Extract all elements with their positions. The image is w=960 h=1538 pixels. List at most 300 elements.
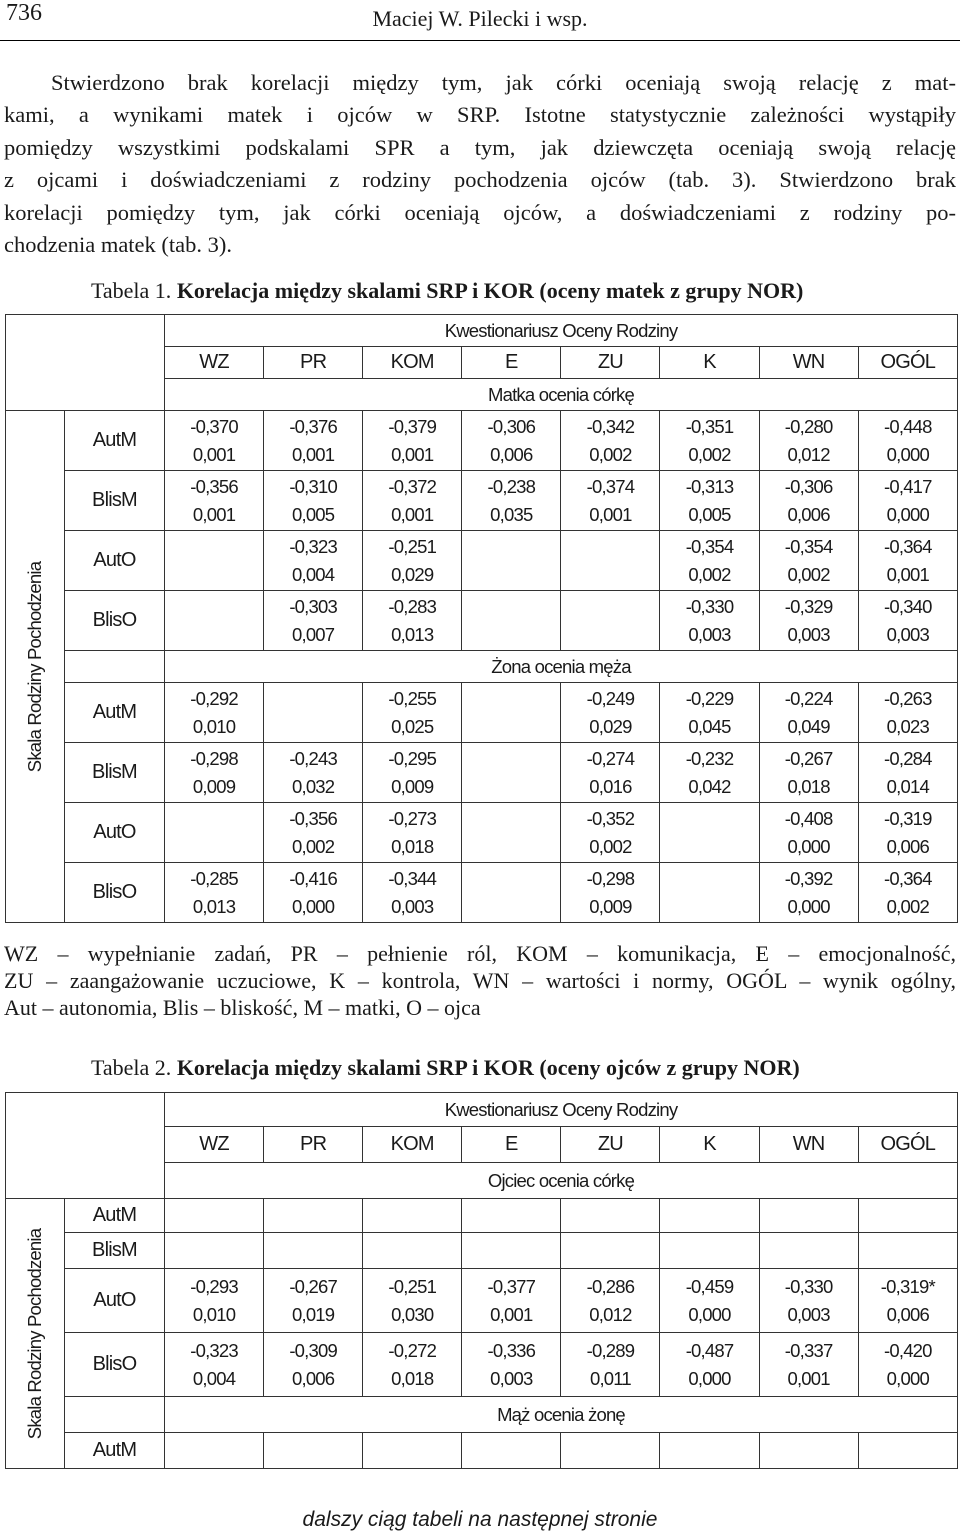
data-cell [462, 1269, 561, 1333]
data-cell [462, 863, 561, 923]
correlation-value: -0,354 [784, 535, 833, 557]
correlation-value: -0,417 [884, 475, 932, 497]
p-value: 0,004 [291, 563, 335, 585]
data-cell [264, 1433, 363, 1469]
data-cell [264, 1269, 363, 1333]
correlation-value: -0,342 [586, 415, 635, 437]
data-cell [759, 411, 858, 471]
data-cell [165, 683, 264, 743]
paragraph-line: Stwierdzono brak korelacji między tym, jak córki oceniają swoją relację z mat- [51, 70, 956, 95]
row-label: BlisO [64, 863, 164, 923]
correlation-value: -0,306 [784, 475, 833, 497]
correlation-value: -0,392 [784, 867, 833, 889]
p-value: 0,000 [787, 835, 830, 857]
p-value: 0,014 [886, 775, 929, 797]
data-cell [363, 743, 462, 803]
correlation-value: -0,274 [586, 747, 635, 769]
group-header: Kwestionariusz Oceny Rodziny [165, 315, 958, 347]
legend-line: Aut – autonomia, Blis – bliskość, M – matki, O – ojca [4, 995, 481, 1020]
row-label: BlisO [64, 1333, 164, 1397]
data-cell [660, 1433, 759, 1469]
correlation-value: -0,448 [884, 415, 932, 437]
p-value: 0,002 [886, 895, 929, 917]
p-value: 0,006 [787, 503, 830, 525]
correlation-value: -0,280 [784, 415, 833, 437]
section-title: Ojciec ocenia córkę [165, 1163, 958, 1199]
correlation-value: -0,229 [685, 687, 734, 709]
data-cell [858, 863, 957, 923]
data-cell [165, 1233, 264, 1269]
data-cell [264, 743, 363, 803]
continuation-note: dalszy ciąg tabeli na następnej stronie [302, 1508, 658, 1531]
data-cell [462, 531, 561, 591]
data-cell [759, 1433, 858, 1469]
p-value: 0,002 [688, 443, 731, 465]
p-value: 0,006 [291, 1367, 335, 1389]
row-label: AutM [64, 411, 164, 471]
data-cell [462, 591, 561, 651]
data-cell [660, 1199, 759, 1233]
data-cell [363, 863, 462, 923]
p-value: 0,002 [787, 563, 830, 585]
correlation-value: -0,340 [884, 595, 932, 617]
column-header: ZU [561, 347, 660, 379]
correlation-value: -0,289 [586, 1339, 635, 1361]
data-cell [165, 863, 264, 923]
data-cell [363, 471, 462, 531]
data-cell [462, 743, 561, 803]
side-label: Skala Rodziny Pochodzenia [23, 1228, 45, 1439]
data-cell [759, 1269, 858, 1333]
data-cell [363, 1233, 462, 1269]
correlation-value: -0,267 [289, 1275, 337, 1297]
data-cell [858, 411, 957, 471]
correlation-value: -0,255 [388, 687, 437, 709]
data-cell [264, 591, 363, 651]
data-cell [363, 531, 462, 591]
p-value: 0,001 [291, 443, 335, 465]
correlation-value: -0,295 [388, 747, 437, 769]
correlation-value: -0,286 [586, 1275, 635, 1297]
data-cell [759, 863, 858, 923]
p-value: 0,001 [589, 503, 632, 525]
data-cell [759, 683, 858, 743]
p-value: 0,000 [886, 443, 929, 465]
row-label: AutM [64, 1199, 164, 1233]
row-label: AutO [64, 803, 164, 863]
group-header: Kwestionariusz Oceny Rodziny [165, 1093, 958, 1127]
correlation-value: -0,309 [289, 1339, 337, 1361]
data-cell [363, 1333, 462, 1397]
p-value: 0,030 [391, 1303, 434, 1325]
data-cell [660, 803, 759, 863]
row-label: AutO [64, 531, 164, 591]
data-cell [363, 683, 462, 743]
p-value: 0,029 [589, 715, 632, 737]
p-value: 0,009 [391, 775, 434, 797]
data-cell [264, 531, 363, 591]
p-value: 0,003 [886, 623, 929, 645]
p-value: 0,045 [688, 715, 731, 737]
data-cell [165, 471, 264, 531]
row-label: AutO [64, 1269, 164, 1333]
data-cell [561, 1333, 660, 1397]
running-title: Maciej W. Pilecki i wsp. [372, 6, 588, 31]
p-value: 0,000 [886, 1367, 929, 1389]
p-value: 0,000 [886, 503, 929, 525]
p-value: 0,019 [291, 1303, 335, 1325]
p-value: 0,002 [589, 443, 632, 465]
row-label: BlisM [64, 743, 164, 803]
paragraph-line: chodzenia matek (tab. 3). [4, 232, 233, 258]
correlation-value: -0,313 [685, 475, 734, 497]
correlation-value: -0,330 [685, 595, 734, 617]
data-cell [660, 1233, 759, 1269]
side-label-cell [6, 411, 65, 923]
section-title: Mąż ocenia żonę [165, 1397, 958, 1433]
data-cell [165, 1333, 264, 1397]
data-cell [462, 1199, 561, 1233]
side-label-cell [6, 1199, 65, 1469]
data-cell [165, 531, 264, 591]
correlation-value: -0,298 [190, 747, 238, 769]
correlation-value: -0,284 [884, 747, 932, 769]
data-cell [462, 683, 561, 743]
page-header [0, 0, 960, 41]
data-cell [660, 863, 759, 923]
table1 [5, 314, 958, 923]
data-cell [363, 1269, 462, 1333]
correlation-value: -0,251 [388, 1275, 437, 1297]
correlation-value: -0,249 [586, 687, 635, 709]
data-cell [363, 803, 462, 863]
correlation-value: -0,238 [487, 475, 536, 497]
p-value: 0,032 [291, 775, 335, 797]
data-cell [759, 803, 858, 863]
column-header: KOM [363, 1127, 462, 1163]
column-header: OGÓL [858, 347, 957, 379]
data-cell [363, 591, 462, 651]
table2-caption-title: Korelacja między skalami SRP i KOR (oceny ojców z grupy NOR) [176, 1055, 800, 1080]
data-cell [561, 411, 660, 471]
correlation-value: -0,356 [289, 807, 337, 829]
correlation-value: -0,263 [884, 687, 932, 709]
data-cell [165, 591, 264, 651]
scale-blank-cell [64, 651, 164, 683]
data-cell [165, 1269, 264, 1333]
data-cell [165, 1433, 264, 1469]
data-cell [759, 591, 858, 651]
correlation-value: -0,329 [784, 595, 833, 617]
data-cell [660, 411, 759, 471]
column-header: PR [264, 347, 363, 379]
body-paragraph [4, 67, 956, 261]
table2 [5, 1092, 958, 1469]
data-cell [561, 1269, 660, 1333]
correlation-value: -0,377 [487, 1275, 536, 1297]
column-header: OGÓL [858, 1127, 957, 1163]
side-label: Skala Rodziny Pochodzenia [23, 561, 45, 772]
correlation-value: -0,272 [388, 1339, 437, 1361]
correlation-value: -0,319* [880, 1275, 935, 1297]
p-value: 0,012 [589, 1303, 632, 1325]
table1-caption-prefix: Tabela 1. [91, 278, 177, 303]
p-value: 0,004 [192, 1367, 236, 1389]
p-value: 0,023 [886, 715, 929, 737]
row-label: BlisO [64, 591, 164, 651]
correlation-value: -0,487 [685, 1339, 734, 1361]
data-cell [561, 591, 660, 651]
p-value: 0,006 [886, 1303, 929, 1325]
p-value: 0,000 [787, 895, 830, 917]
data-cell [165, 803, 264, 863]
column-header: PR [264, 1127, 363, 1163]
data-cell [858, 803, 957, 863]
data-cell [759, 531, 858, 591]
table1-caption [91, 278, 803, 304]
data-cell [165, 743, 264, 803]
data-cell [264, 863, 363, 923]
data-cell [165, 1199, 264, 1233]
p-value: 0,001 [886, 563, 929, 585]
data-cell [462, 471, 561, 531]
column-header: K [660, 1127, 759, 1163]
p-value: 0,005 [688, 503, 731, 525]
p-value: 0,006 [886, 835, 929, 857]
p-value: 0,018 [787, 775, 830, 797]
p-value: 0,010 [192, 1303, 236, 1325]
data-cell [561, 743, 660, 803]
section-title: Matka ocenia córkę [165, 379, 958, 411]
column-header: K [660, 347, 759, 379]
correlation-value: -0,298 [586, 867, 635, 889]
data-cell [660, 471, 759, 531]
data-cell [561, 531, 660, 591]
correlation-value: -0,370 [190, 415, 238, 437]
correlation-value: -0,224 [784, 687, 833, 709]
correlation-value: -0,372 [388, 475, 437, 497]
correlation-value: -0,285 [190, 867, 238, 889]
p-value: 0,042 [688, 775, 731, 797]
data-cell [462, 803, 561, 863]
row-label: AutM [64, 1433, 164, 1469]
row-label: BlisM [64, 1233, 164, 1269]
p-value: 0,006 [490, 443, 533, 465]
column-header: E [462, 347, 561, 379]
p-value: 0,002 [688, 563, 731, 585]
data-cell [561, 1199, 660, 1233]
corner-cell [6, 315, 165, 411]
data-cell [363, 411, 462, 471]
correlation-value: -0,351 [685, 415, 734, 437]
p-value: 0,002 [589, 835, 632, 857]
p-value: 0,018 [391, 835, 434, 857]
data-cell [858, 1233, 957, 1269]
data-cell [165, 411, 264, 471]
correlation-value: -0,376 [289, 415, 337, 437]
data-cell [858, 1269, 957, 1333]
data-cell [858, 743, 957, 803]
data-cell [759, 1233, 858, 1269]
data-cell [561, 683, 660, 743]
p-value: 0,000 [688, 1303, 731, 1325]
table2-caption [91, 1055, 800, 1081]
data-cell [462, 1433, 561, 1469]
correlation-value: -0,336 [487, 1339, 536, 1361]
data-cell [561, 863, 660, 923]
p-value: 0,001 [391, 443, 434, 465]
correlation-value: -0,352 [586, 807, 635, 829]
correlation-value: -0,408 [784, 807, 833, 829]
data-cell [462, 1333, 561, 1397]
correlation-value: -0,344 [388, 867, 437, 889]
correlation-value: -0,251 [388, 535, 437, 557]
p-value: 0,003 [490, 1367, 533, 1389]
p-value: 0,018 [391, 1367, 434, 1389]
p-value: 0,000 [291, 895, 335, 917]
p-value: 0,001 [391, 503, 434, 525]
correlation-value: -0,283 [388, 595, 437, 617]
correlation-value: -0,319 [884, 807, 932, 829]
data-cell [660, 1269, 759, 1333]
column-header: KOM [363, 347, 462, 379]
p-value: 0,025 [391, 715, 434, 737]
data-cell [264, 411, 363, 471]
p-value: 0,001 [192, 503, 236, 525]
p-value: 0,009 [192, 775, 236, 797]
column-header: WZ [165, 347, 264, 379]
paragraph-line: korelacji pomiędzy tym, jak córki oceniają ojców, a doświadczeniami z rodziny po- [4, 199, 956, 225]
data-cell [264, 803, 363, 863]
correlation-value: -0,459 [685, 1275, 734, 1297]
p-value: 0,016 [589, 775, 632, 797]
data-cell [660, 531, 759, 591]
p-value: 0,003 [787, 623, 830, 645]
correlation-value: -0,420 [884, 1339, 932, 1361]
page-number: 736 [6, 0, 42, 26]
paragraph-line: kami, a wynikami matek i ojców w SRP. Istotne statystycznie zależności wystąpiły [4, 102, 956, 128]
data-cell [363, 1433, 462, 1469]
column-header: E [462, 1127, 561, 1163]
column-header: WZ [165, 1127, 264, 1163]
data-cell [858, 591, 957, 651]
data-cell [264, 471, 363, 531]
column-header: WN [759, 347, 858, 379]
p-value: 0,000 [688, 1367, 731, 1389]
p-value: 0,035 [490, 503, 533, 525]
data-cell [660, 1333, 759, 1397]
legend-line: ZU – zaangażowanie uczuciowe, K – kontrola, WN – wartości i normy, OGÓL – wynik ogólny, [4, 968, 956, 993]
correlation-value: -0,374 [586, 475, 635, 497]
p-value: 0,003 [688, 623, 731, 645]
p-value: 0,012 [787, 443, 830, 465]
p-value: 0,005 [291, 503, 335, 525]
correlation-value: -0,267 [784, 747, 833, 769]
data-cell [858, 1333, 957, 1397]
p-value: 0,029 [391, 563, 434, 585]
correlation-value: -0,364 [884, 867, 932, 889]
correlation-value: -0,337 [784, 1339, 833, 1361]
correlation-value: -0,232 [685, 747, 734, 769]
data-cell [264, 683, 363, 743]
p-value: 0,001 [490, 1303, 533, 1325]
correlation-value: -0,243 [289, 747, 337, 769]
p-value: 0,010 [192, 715, 236, 737]
correlation-value: -0,364 [884, 535, 932, 557]
correlation-value: -0,273 [388, 807, 437, 829]
correlation-value: -0,303 [289, 595, 337, 617]
data-cell [561, 1233, 660, 1269]
column-header: WN [759, 1127, 858, 1163]
p-value: 0,001 [787, 1367, 830, 1389]
correlation-value: -0,356 [190, 475, 238, 497]
p-value: 0,001 [192, 443, 236, 465]
data-cell [858, 531, 957, 591]
data-cell [858, 683, 957, 743]
p-value: 0,013 [192, 895, 236, 917]
correlation-value: -0,354 [685, 535, 734, 557]
data-cell [561, 803, 660, 863]
data-cell [264, 1233, 363, 1269]
correlation-value: -0,323 [190, 1339, 238, 1361]
scale-blank-cell [64, 1397, 164, 1433]
data-cell [561, 471, 660, 531]
data-cell [660, 743, 759, 803]
data-cell [264, 1199, 363, 1233]
correlation-value: -0,416 [289, 867, 337, 889]
row-label: BlisM [64, 471, 164, 531]
table1-legend [4, 940, 956, 1021]
legend-line: WZ – wypełnianie zadań, PR – pełnienie ról, KOM – komunikacja, E – emocjonalność, [4, 941, 956, 966]
section-title: Żona ocenia męża [165, 651, 958, 683]
data-cell [858, 1433, 957, 1469]
table2-caption-prefix: Tabela 2. [91, 1055, 177, 1080]
data-cell [759, 1199, 858, 1233]
data-cell [759, 1333, 858, 1397]
data-cell [264, 1333, 363, 1397]
data-cell [660, 591, 759, 651]
p-value: 0,011 [589, 1367, 631, 1389]
p-value: 0,007 [291, 623, 335, 645]
column-header: ZU [561, 1127, 660, 1163]
p-value: 0,003 [391, 895, 434, 917]
data-cell [759, 471, 858, 531]
data-cell [462, 411, 561, 471]
correlation-value: -0,292 [190, 687, 238, 709]
data-cell [660, 683, 759, 743]
p-value: 0,003 [787, 1303, 830, 1325]
data-cell [858, 1199, 957, 1233]
p-value: 0,009 [589, 895, 632, 917]
paragraph-line: pomiędzy wszystkimi podskalami SPR a tym, jak dziewczęta oceniają swoją relację [4, 134, 956, 160]
data-cell [561, 1433, 660, 1469]
p-value: 0,002 [291, 835, 335, 857]
data-cell [858, 471, 957, 531]
table1-caption-title: Korelacja między skalami SRP i KOR (oceny matek z grupy NOR) [176, 278, 804, 303]
correlation-value: -0,379 [388, 415, 437, 437]
p-value: 0,049 [787, 715, 830, 737]
correlation-value: -0,323 [289, 535, 337, 557]
data-cell [759, 743, 858, 803]
row-label: AutM [64, 683, 164, 743]
correlation-value: -0,293 [190, 1275, 238, 1297]
p-value: 0,013 [391, 623, 434, 645]
data-cell [363, 1199, 462, 1233]
paragraph-line: z ojcami i doświadczeniami z rodziny pochodzenia ojców (tab. 3). Stwierdzono brak [4, 167, 956, 193]
data-cell [462, 1233, 561, 1269]
correlation-value: -0,330 [784, 1275, 833, 1297]
correlation-value: -0,306 [487, 415, 536, 437]
